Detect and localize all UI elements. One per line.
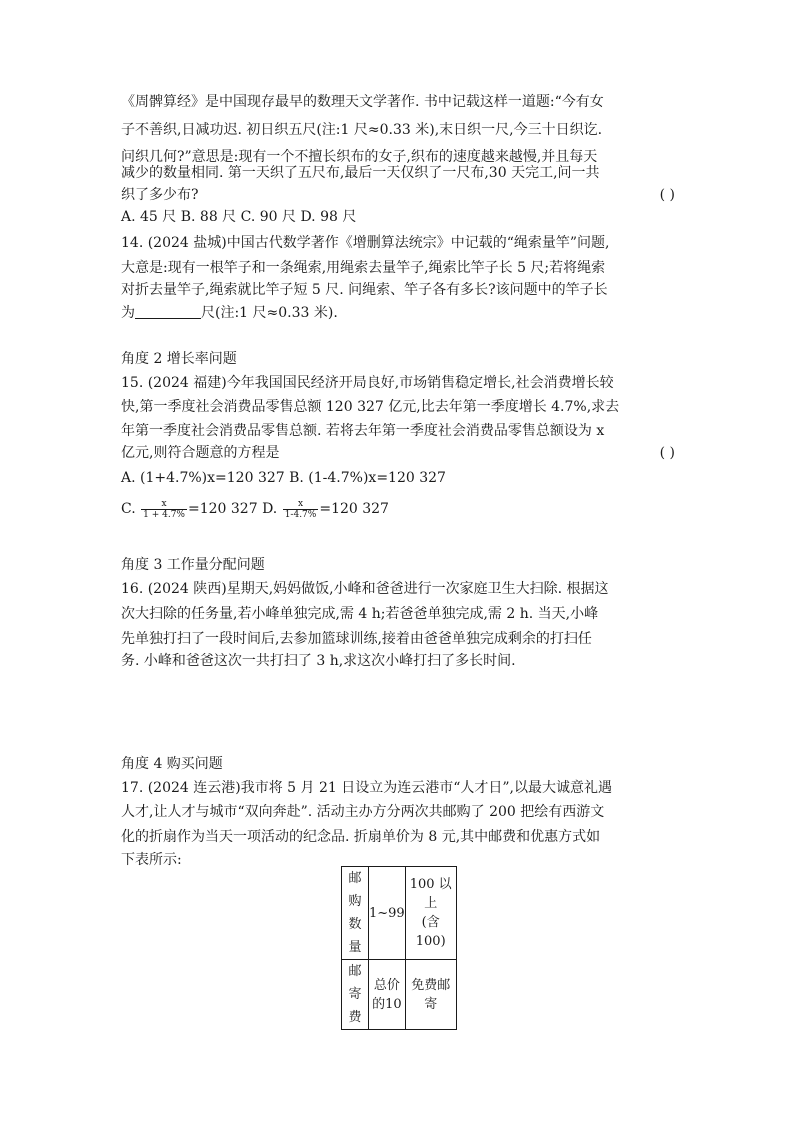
table-header-cell <box>342 867 369 960</box>
q14-last-after: 尺(注:1 尺≈0.33 米). <box>201 305 338 321</box>
q13-line-5 <box>121 185 681 205</box>
row2-col2-line2: 的10 <box>372 996 402 1012</box>
q17-line-3: 化的折扇作为当天一项活动的纪念品. 折扇单价为 8 元,其中邮费和优惠方式如 <box>121 829 601 845</box>
row1-col2: 1~99 <box>369 905 405 921</box>
q14-answer-blank <box>135 304 201 319</box>
angle-4-heading: 角度 4 购买问题 <box>121 756 223 772</box>
q17-line-1: 17. (2024 连云港)我市将 5 月 21 日设立为连云港市“人才日”,以最大诚意礼遇 <box>121 780 613 796</box>
table-cell <box>369 960 406 1030</box>
q15-optd-fraction <box>283 499 319 520</box>
q15-optc-fraction <box>141 499 187 520</box>
row2-col3-line1: 免费邮 <box>411 977 451 993</box>
table-row <box>342 867 457 960</box>
q13-line-5-text: 织了多少布? <box>121 187 199 203</box>
row2-col3-line2: 寄 <box>424 996 438 1012</box>
postage-table <box>341 866 457 1030</box>
q15-optd-numerator: x <box>297 498 304 509</box>
q14-line-2: 大意是:现有一根竿子和一条绳索,用绳索去量竿子,绳索比竿子长 5 尺;若将绳索 <box>121 260 606 276</box>
row1-header: 邮购数量 <box>348 871 362 955</box>
q14-line-3: 对折去量竿子,绳索就比竿子短 5 尺. 问绳索、竿子各有多长?该问题中的竿子长 <box>121 282 608 298</box>
q15-optc-label: C. <box>121 501 136 517</box>
q15-line-2: 快,第一季度社会消费品零售总额 120 327 亿元,比去年第一季度增长 4.7%,求去 <box>121 399 620 415</box>
table-row <box>342 960 457 1030</box>
q15-optd-rhs: =120 327 <box>319 501 389 517</box>
q16-line-1: 16. (2024 陕西)星期天,妈妈做饭,小峰和爸爸进行一次家庭卫生大扫除. 根据这 <box>121 581 609 597</box>
q17-line-2: 人才,让人才与城市“双向奔赴”. 活动主办方分两次共邮购了 200 把绘有西游文 <box>121 804 605 820</box>
q13-line-1: 《周髀算经》是中国现存最早的数理天文学著作. 书中记载这样一道题:“今有女 <box>121 94 604 110</box>
q15-options-cd <box>121 497 681 521</box>
q15-line-4 <box>121 443 681 463</box>
table-header-cell <box>342 960 369 1030</box>
angle-3-heading: 角度 3 工作量分配问题 <box>121 557 265 573</box>
table-cell <box>405 960 456 1030</box>
q17-line-4: 下表所示: <box>121 852 182 868</box>
q15-answer-paren: ( ) <box>659 445 675 461</box>
q15-optc-denominator: 1 + 4.7% <box>143 509 185 520</box>
q14-last-before: 为 <box>121 305 135 321</box>
q13-line-2: 子不善织,日减功迟. 初日织五尺(注:1 尺≈0.33 米),末日织一尺,今三十日织讫. <box>121 122 603 138</box>
row2-col2-line1: 总价 <box>373 977 400 993</box>
angle-2-heading: 角度 2 增长率问题 <box>121 351 237 367</box>
q15-options-ab: A. (1+4.7%)x=120 327 B. (1-4.7%)x=120 327 <box>121 470 446 486</box>
q13-answer-paren: ( ) <box>659 187 675 203</box>
q14-line-1: 14. (2024 盐城)中国古代数学著作《增删算法统宗》中记载的“绳索量竿”问题, <box>121 235 610 251</box>
row1-col3-line2: (含 100) <box>415 915 446 949</box>
q14-line-4 <box>121 303 681 323</box>
q15-optd-denominator: 1-4.7% <box>284 509 317 520</box>
q13-line-4: 减少的数量相同. 第一天织了五尺布,最后一天仅织了一尺布,30 天完工,问一共 <box>121 165 600 181</box>
q16-line-2: 次大扫除的任务量,若小峰单独完成,需 4 h;若爸爸单独完成,需 2 h. 当天,小峰 <box>121 606 599 622</box>
q16-line-4: 务. 小峰和爸爸这次一共打扫了 3 h,求这次小峰打扫了多长时间. <box>121 653 516 669</box>
q16-line-3: 先单独打扫了一段时间后,去参加篮球训练,接着由爸爸单独完成剩余的打扫任 <box>121 631 592 647</box>
row1-col3-line1: 100 以上 <box>409 877 452 911</box>
q15-line-4-text: 亿元,则符合题意的方程是 <box>121 445 280 461</box>
q15-line-3: 年第一季度社会消费品零售总额. 若将去年第一季度社会消费品零售总额设为 x <box>121 423 605 439</box>
q13-line-3: 问织几何?”意思是:现有一个不擅长织布的女子,织布的速度越来越慢,并且每天 <box>121 149 598 165</box>
q15-optd-label: D. <box>262 501 278 517</box>
table-cell <box>369 867 406 960</box>
row2-header: 邮寄费 <box>348 964 362 1025</box>
q15-line-1: 15. (2024 福建)今年我国国民经济开局良好,市场销售稳定增长,社会消费增长较 <box>121 375 614 391</box>
q13-options: A. 45 尺 B. 88 尺 C. 90 尺 D. 98 尺 <box>121 209 357 225</box>
q15-optc-numerator: x <box>161 498 167 509</box>
table-cell <box>405 867 456 960</box>
q15-optc-rhs: =120 327 <box>187 501 258 517</box>
